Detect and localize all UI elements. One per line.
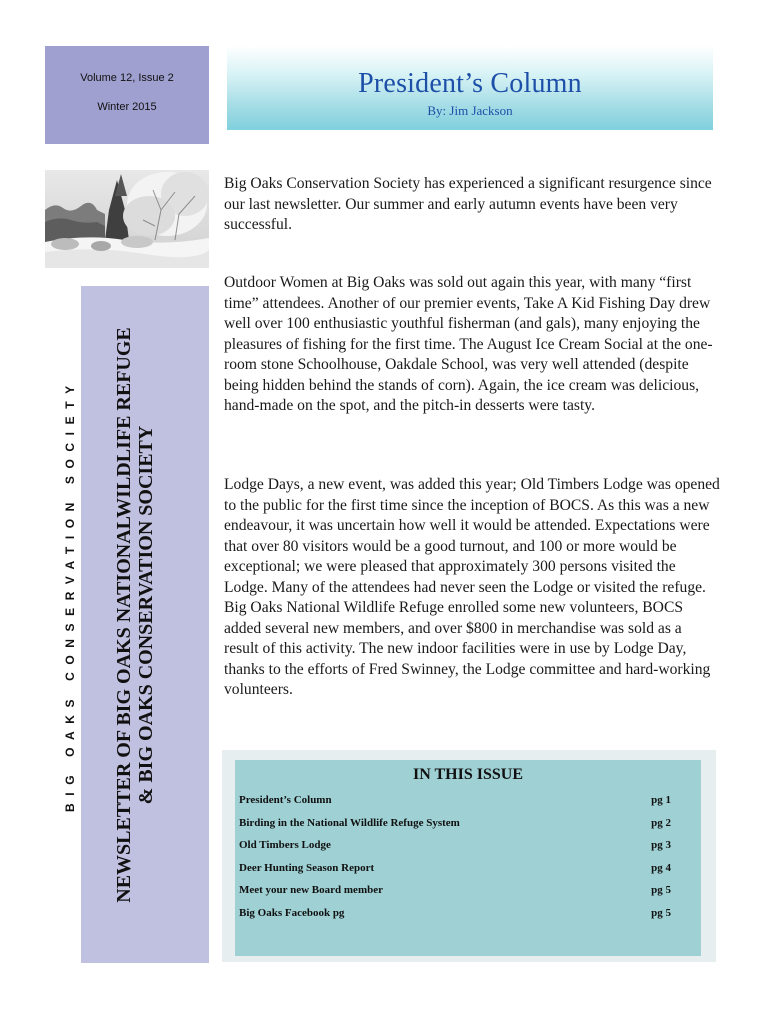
toc-item-page: pg 5 (651, 884, 671, 896)
article-paragraph: Outdoor Women at Big Oaks was sold out again this year, with many “first time” attendees. Another of our premier events, Take A Kid Fishing Day drew well over 100 enthusiastic youthful fisherman (and gals), many enjoying the pleasures of fishing for the first time. The August Ice Cream Social at the one-room stone Schoolhouse, Oakdale School, was very well attended (despite being hidden behind the stands of corn). Again, the ice cream was delicious, hand-made on the spot, and the pitch-in desserts were tasty. (224, 274, 713, 414)
column-title: President’s Column (358, 68, 582, 99)
column-header (227, 46, 713, 130)
toc-item-title: President’s Column (239, 794, 332, 806)
toc-row[interactable] (239, 884, 671, 902)
toc-item-title: Big Oaks Facebook pg (239, 907, 345, 919)
toc-item-title: Meet your new Board member (239, 884, 383, 896)
toc-item-page: pg 3 (651, 839, 671, 851)
toc-item-title: Deer Hunting Season Report (239, 862, 375, 874)
toc-row[interactable] (239, 839, 671, 857)
toc-row[interactable] (239, 907, 671, 925)
toc-row[interactable] (239, 862, 671, 880)
article-paragraph: Lodge Days, a new event, was added this year; Old Timbers Lodge was opened to the public for the first time since the inception of BOCS. As this was a new endeavour, it was uncertain how well it would be attended. Expectations were that over 80 visitors would be a good turnout, and 100 or more would be exceptional; we were pleased that approximately 300 persons visited the Lodge. Many of the attendees had never seen the Lodge or visited the refuge. Big Oaks National Wildlife Refuge enrolled some new volunteers, BOCS added several new members, and over $800 in merchandise was sold as a result of this activity. The new indoor facilities were in use by Lodge Day, thanks to the efforts of Fred Swinney, the Lodge committee and hard-working volunteers. (224, 476, 720, 698)
snowy-trees-image (45, 170, 209, 268)
toc-item-page: pg 2 (651, 817, 671, 829)
toc-row[interactable] (239, 817, 671, 835)
column-byline: By: Jim Jackson (427, 103, 513, 118)
toc-item-page: pg 5 (651, 907, 671, 919)
vertical-society-name: BIG OAKS CONSERVATION SOCIETY (63, 378, 77, 812)
toc-row[interactable] (239, 794, 671, 812)
season-label: Winter 2015 (97, 101, 157, 113)
toc-item-page: pg 1 (651, 794, 671, 806)
toc-item-page: pg 4 (651, 862, 671, 874)
newsletter-title-line1: NEWSLETTER OF BIG OAKS NATIONALWILDLIFE REFUGE (113, 327, 135, 903)
article-paragraph: Big Oaks Conservation Society has experienced a significant resurgence since our last newsletter. Our summer and early autumn events have been very successful. (224, 175, 712, 233)
volume-issue-label: Volume 12, Issue 2 (80, 72, 174, 84)
in-this-issue-title: IN THIS ISSUE (413, 766, 523, 783)
newsletter-title-line2: & BIG OAKS CONSERVATION SOCIETY (135, 425, 157, 805)
volume-info-box (45, 46, 209, 144)
toc-item-title: Birding in the National Wildlife Refuge System (239, 817, 460, 829)
snowy-landscape-photo (45, 170, 209, 268)
toc-item-title: Old Timbers Lodge (239, 839, 331, 851)
in-this-issue-box (235, 760, 701, 956)
vertical-newsletter-title (113, 285, 157, 945)
